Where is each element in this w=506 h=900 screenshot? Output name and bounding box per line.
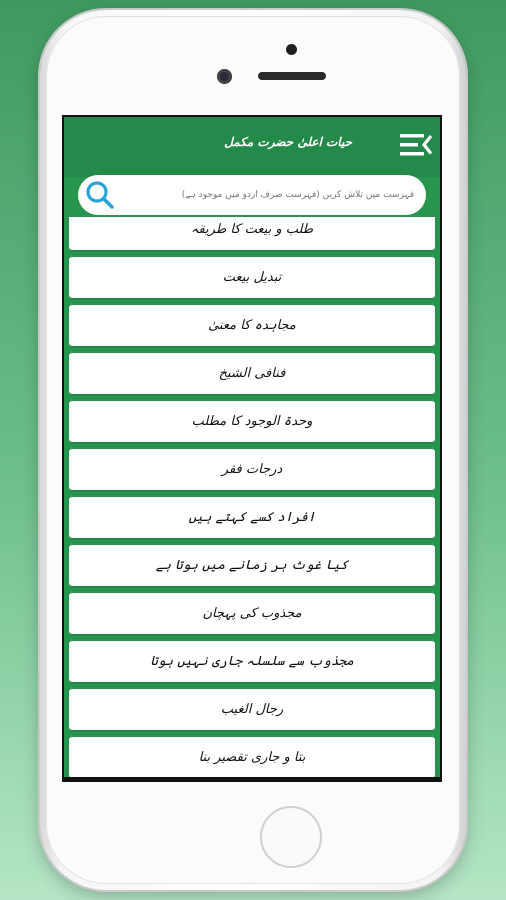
list-item[interactable] bbox=[69, 641, 435, 682]
search-bar bbox=[78, 175, 426, 215]
list-item-label: رجال الغیب bbox=[220, 702, 284, 717]
list-item-label: فنافی الشیخ bbox=[218, 366, 286, 381]
app-container bbox=[64, 117, 440, 777]
list-item[interactable] bbox=[69, 737, 435, 777]
search-icon[interactable] bbox=[84, 179, 116, 211]
list-item-label: مجذوب سے سلسلہ جاری نہیں ہوتا bbox=[150, 654, 354, 669]
list-item[interactable] bbox=[69, 593, 435, 634]
list-item-label: تبدیل بیعت bbox=[222, 270, 282, 285]
app-title: حیات اعلیٰ حضرت مکمل bbox=[224, 135, 352, 149]
list-item-label: افراد کسے کہتے ہیں bbox=[188, 510, 316, 525]
list-item-label: مجذوب کی پہچان bbox=[202, 606, 302, 621]
proximity-sensor bbox=[286, 44, 297, 55]
menu-collapse-icon[interactable] bbox=[398, 131, 434, 159]
list-item-label: بتا و جاری تقصیر بنا bbox=[198, 750, 306, 765]
front-camera bbox=[217, 69, 232, 84]
home-button[interactable] bbox=[260, 806, 322, 868]
list-item[interactable] bbox=[69, 497, 435, 538]
list-item-label: کیا غوث ہر زمانے میں ہوتا ہے bbox=[155, 558, 349, 573]
list-item[interactable] bbox=[69, 449, 435, 490]
list-item-label: طلب و بیعت کا طریقہ bbox=[190, 222, 314, 237]
list-item[interactable] bbox=[69, 353, 435, 394]
list-item[interactable] bbox=[69, 689, 435, 730]
list-item[interactable] bbox=[69, 401, 435, 442]
topic-list bbox=[64, 217, 440, 777]
search-input[interactable] bbox=[120, 183, 414, 207]
list-item[interactable] bbox=[69, 217, 435, 250]
list-item[interactable] bbox=[69, 305, 435, 346]
app-bar bbox=[64, 117, 440, 177]
list-item[interactable] bbox=[69, 545, 435, 586]
list-item-label: مجاہدہ کا معنیٰ bbox=[208, 318, 296, 333]
list-item-label: وحدۃ الوجود کا مطلب bbox=[191, 414, 313, 429]
list-item[interactable] bbox=[69, 257, 435, 298]
phone-screen bbox=[62, 115, 442, 782]
list-item-label: درجات فقر bbox=[221, 462, 283, 477]
earpiece-speaker bbox=[258, 72, 326, 80]
